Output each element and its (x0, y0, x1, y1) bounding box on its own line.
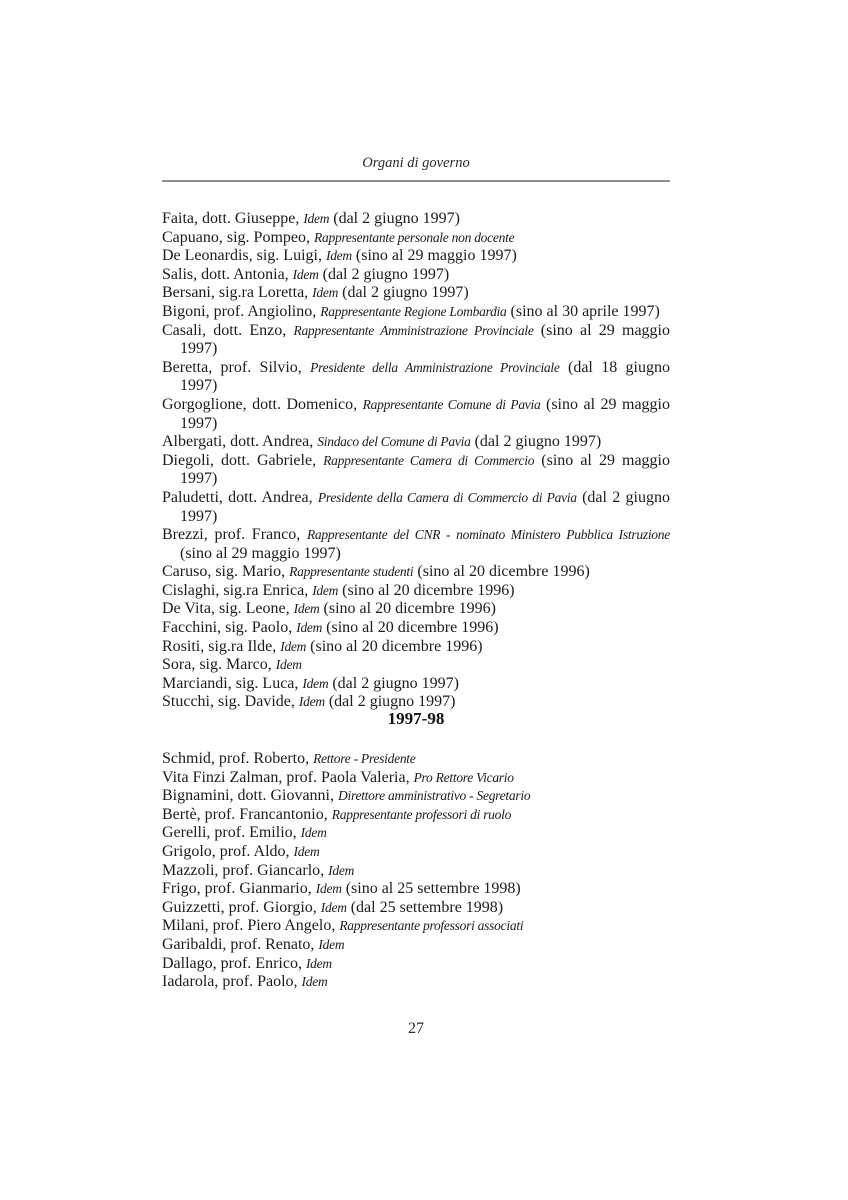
member-entry (162, 526, 670, 563)
member-entry (162, 787, 670, 806)
member-suffix: (dal 2 giugno 1997) (470, 433, 602, 451)
member-role: Idem (300, 825, 327, 841)
section-members-1997-98 (162, 750, 670, 992)
member-role: Rappresentante professori associati (339, 918, 524, 934)
member-name: Cislaghi, sig.ra Enrica, (162, 581, 309, 599)
member-suffix: (dal 2 giugno 1997) (338, 284, 469, 302)
member-suffix: (dal 2 giugno 1997) (324, 693, 456, 711)
member-role: Idem (298, 694, 325, 710)
member-name: De Leonardis, sig. Luigi, (162, 247, 322, 265)
member-entry (162, 563, 670, 582)
member-role: Rappresentante del CNR - nominato Ministero Pubblica Istruzione (306, 527, 671, 543)
member-role: Pro Rettore Vicario (413, 769, 514, 785)
member-name: Mazzoli, prof. Giancarlo, (162, 861, 325, 879)
member-name: Gerelli, prof. Emilio, (162, 824, 297, 842)
member-role: Idem (305, 955, 332, 971)
member-name: Bigoni, prof. Angiolino, (162, 302, 317, 320)
member-name: Beretta, prof. Silvio, (162, 358, 302, 376)
member-entry (162, 489, 670, 526)
member-suffix: (sino al 29 maggio 1997) (180, 451, 670, 488)
member-suffix: (sino al 20 dicembre 1996) (306, 637, 483, 655)
member-suffix: (dal 2 giugno 1997) (328, 674, 459, 692)
member-suffix: (sino al 20 dicembre 1996) (322, 619, 499, 637)
member-entry (162, 582, 670, 601)
member-name: Garibaldi, prof. Renato, (162, 935, 315, 953)
member-entry (162, 936, 670, 955)
member-name: Bertè, prof. Francantonio, (162, 805, 328, 823)
member-entry (162, 247, 670, 266)
member-role: Idem (296, 620, 323, 636)
section-heading-1997-98: 1997-98 (387, 709, 445, 728)
member-role: Rappresentante professori di ruolo (331, 806, 512, 822)
member-name: Schmid, prof. Roberto, (162, 750, 310, 767)
member-entry (162, 656, 670, 675)
member-name: Casali, dott. Enzo, (162, 321, 287, 339)
member-suffix: (sino al 29 maggio 1997) (351, 247, 517, 265)
member-role: Idem (303, 211, 330, 226)
member-role: Idem (275, 657, 302, 673)
member-entry (162, 917, 670, 936)
member-entry (162, 824, 670, 843)
member-entry (162, 266, 670, 285)
member-entry (162, 899, 670, 918)
member-entry (162, 750, 670, 769)
member-suffix: (sino al 20 dicembre 1996) (319, 600, 496, 618)
member-role: Rappresentante personale non docente (314, 229, 515, 245)
member-role: Presidente della Camera di Commercio di Pavia (317, 489, 577, 505)
member-entry (162, 210, 670, 229)
member-entry (162, 284, 670, 303)
member-name: Dallago, prof. Enrico, (162, 954, 302, 972)
member-suffix: (dal 2 giugno 1997) (318, 265, 450, 283)
member-role: Idem (293, 843, 320, 859)
member-role: Direttore amministrativo - Segretario (338, 788, 531, 804)
member-suffix: (sino al 29 maggio 1997) (180, 321, 670, 358)
member-name: Marciandi, sig. Luca, (162, 674, 299, 692)
page-number: 27 (408, 1020, 424, 1037)
member-name: Bersani, sig.ra Loretta, (162, 284, 309, 302)
member-entry (162, 396, 670, 433)
member-role: Idem (292, 266, 319, 282)
member-role: Rappresentante Regione Lombardia (320, 303, 507, 319)
member-name: Frigo, prof. Gianmario, (162, 880, 312, 898)
member-suffix: (sino al 29 maggio 1997) (180, 544, 341, 562)
member-name: Grigolo, prof. Aldo, (162, 842, 290, 860)
member-suffix: (sino al 30 aprile 1997) (506, 302, 660, 320)
member-name: Stucchi, sig. Davide, (162, 693, 295, 711)
member-name: Facchini, sig. Paolo, (162, 619, 293, 637)
member-name: Sora, sig. Marco, (162, 656, 272, 674)
member-entry (162, 806, 670, 825)
member-role: Idem (312, 285, 339, 301)
member-entry (162, 322, 670, 359)
member-suffix: (sino al 20 dicembre 1996) (413, 563, 590, 581)
member-role: Idem (315, 881, 342, 897)
header-rule (162, 180, 670, 182)
member-role: Presidente della Amministrazione Provinciale (310, 359, 560, 375)
member-role: Idem (293, 601, 320, 617)
running-head: Organi di governo (362, 155, 470, 171)
member-suffix: (dal 18 giugno 1997) (180, 358, 670, 395)
member-role: Idem (328, 862, 355, 878)
member-role: Idem (318, 936, 345, 952)
member-role: Rappresentante Comune di Pavia (362, 396, 541, 412)
member-entry (162, 638, 670, 657)
member-name: Salis, dott. Antonia, (162, 265, 289, 283)
member-role: Idem (320, 899, 347, 915)
member-role: Idem (301, 974, 328, 990)
member-name: Rositi, sig.ra Ilde, (162, 637, 277, 655)
member-name: Brezzi, prof. Franco, (162, 526, 301, 544)
section-members-1996-97 (162, 210, 670, 712)
member-entry (162, 452, 670, 489)
member-role: Idem (302, 675, 329, 691)
member-role: Sindaco del Comune di Pavia (317, 434, 471, 450)
member-suffix: (sino al 20 dicembre 1996) (338, 581, 515, 599)
member-name: Iadarola, prof. Paolo, (162, 973, 298, 991)
member-name: Bignamini, dott. Giovanni, (162, 787, 334, 805)
member-role: Idem (325, 248, 352, 264)
member-name: Albergati, dott. Andrea, (162, 433, 314, 451)
member-entry (162, 303, 670, 322)
member-entry (162, 675, 670, 694)
member-entry (162, 862, 670, 881)
member-name: Diegoli, dott. Gabriele, (162, 451, 317, 469)
member-entry (162, 433, 670, 452)
member-role: Idem (280, 638, 307, 654)
member-entry (162, 955, 670, 974)
member-name: Paludetti, dott. Andrea, (162, 488, 313, 506)
member-role: Rappresentante studenti (289, 564, 414, 580)
member-suffix: (sino al 25 settembre 1998) (341, 880, 521, 898)
member-entry (162, 229, 670, 248)
member-suffix: (sino al 29 maggio 1997) (180, 395, 671, 432)
member-suffix: (dal 2 giugno 1997) (329, 210, 460, 227)
member-role: Rappresentante Camera di Commercio (323, 452, 535, 468)
member-entry (162, 843, 670, 862)
member-entry (162, 600, 670, 619)
member-entry (162, 973, 670, 992)
member-suffix: (dal 25 settembre 1998) (346, 898, 504, 916)
member-name: Guizzetti, prof. Giorgio, (162, 898, 317, 916)
member-entry (162, 769, 670, 788)
member-name: Gorgoglione, dott. Domenico, (162, 395, 358, 413)
member-name: Milani, prof. Piero Angelo, (162, 917, 336, 935)
member-entry (162, 619, 670, 638)
member-role: Rappresentante Amministrazione Provinciale (293, 322, 534, 338)
member-entry (162, 359, 670, 396)
member-role: Idem (312, 582, 339, 598)
member-name: Faita, dott. Giuseppe, (162, 210, 300, 227)
member-name: De Vita, sig. Leone, (162, 600, 290, 618)
member-name: Vita Finzi Zalman, prof. Paola Valeria, (162, 768, 410, 786)
member-suffix: (dal 2 giugno 1997) (180, 488, 671, 525)
member-name: Capuano, sig. Pompeo, (162, 228, 310, 246)
member-name: Caruso, sig. Mario, (162, 563, 286, 581)
member-role: Rettore - Presidente (313, 751, 416, 766)
member-entry (162, 880, 670, 899)
